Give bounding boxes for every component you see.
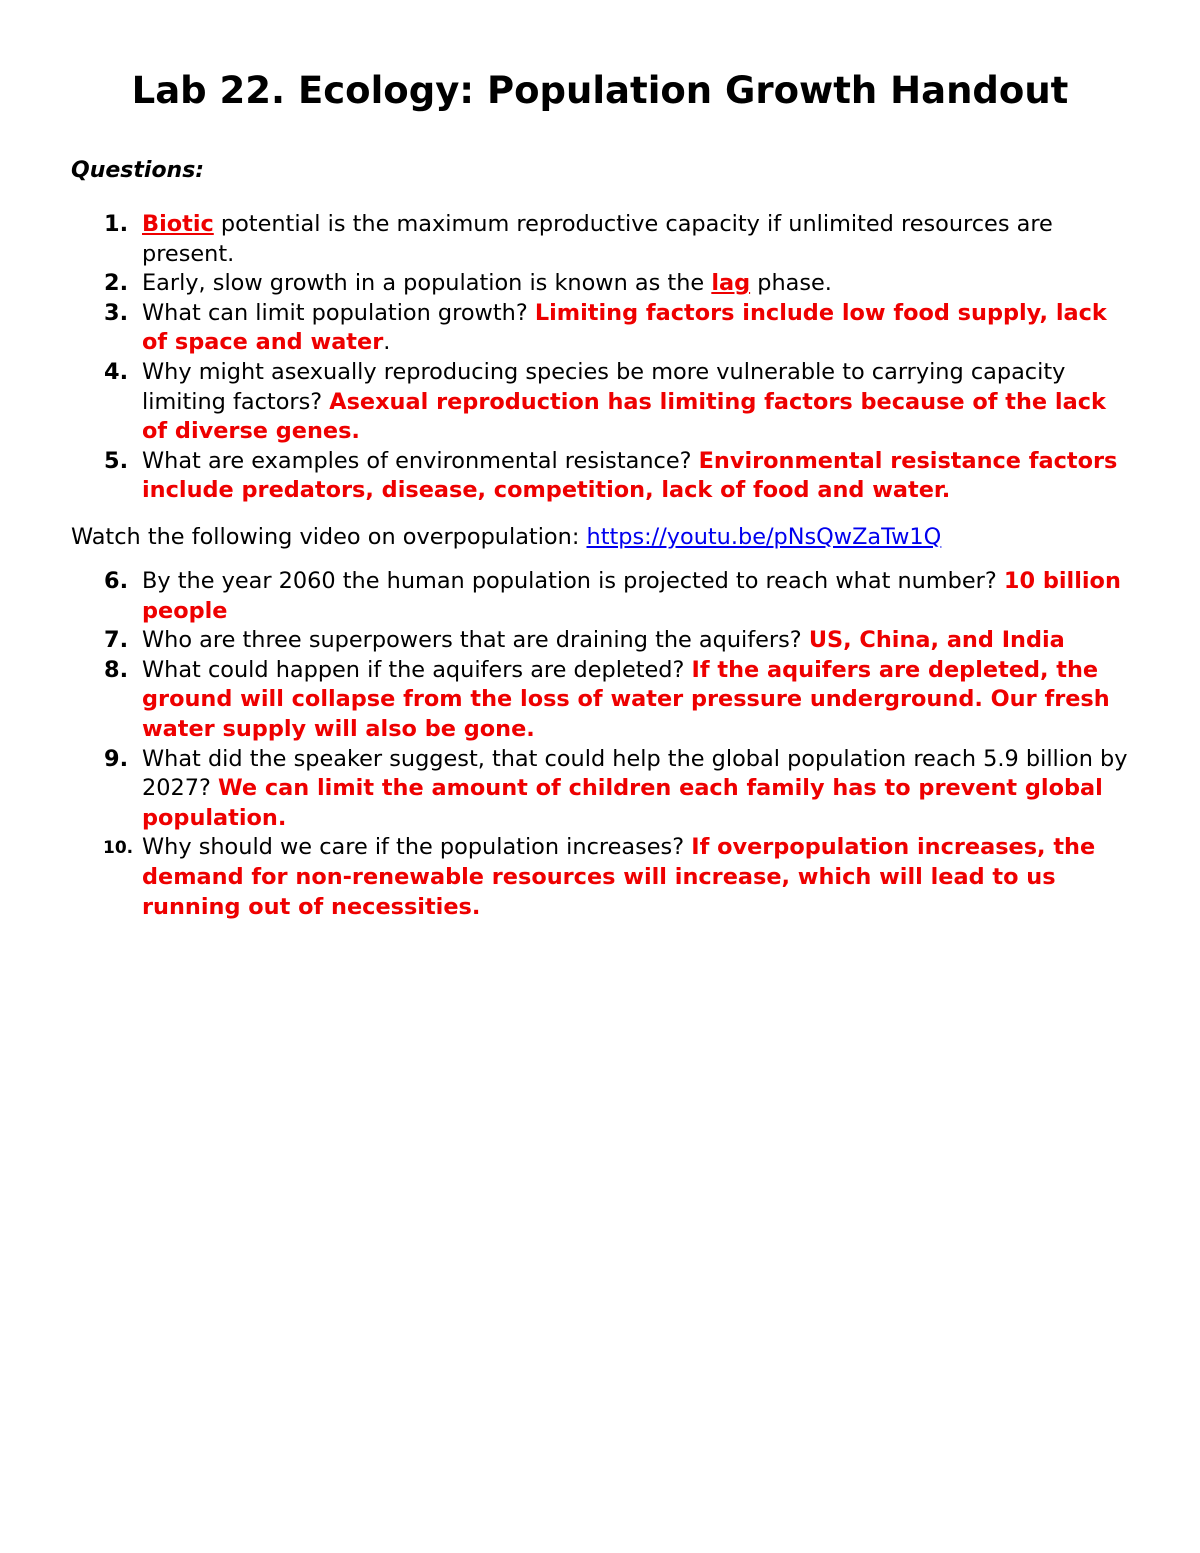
question-8 <box>0 656 1200 745</box>
video-instruction <box>71 522 941 552</box>
question-number: 2. <box>104 270 129 297</box>
question-text: Why should we care if the population increases? <box>142 834 692 861</box>
question-text-end: phase. <box>750 270 832 297</box>
question-text: By the year 2060 the human population is projected to reach what number? <box>142 568 1004 594</box>
question-number: 1. <box>104 211 129 237</box>
question-7 <box>0 626 1200 656</box>
question-number: 7. <box>104 627 129 654</box>
answer-text: We can limit the amount of children each family has to prevent global population. <box>142 775 1103 831</box>
question-number: 9. <box>104 745 129 772</box>
question-text: What did the speaker suggest, that could help the global population reach 5.9 billion by 2027? <box>142 745 1128 802</box>
question-9 <box>0 745 1200 834</box>
question-number: 6. <box>104 568 129 594</box>
question-text: Early, slow growth in a population is known as the <box>142 270 712 297</box>
answer-blank: Biotic <box>142 211 214 237</box>
question-number: 5. <box>104 447 129 474</box>
question-text: What can limit population growth? <box>142 299 535 326</box>
question-2 <box>0 269 1200 299</box>
question-3 <box>0 299 1200 358</box>
answer-text: Limiting factors include low food supply, lack of space and water <box>142 299 1107 356</box>
answer-text: US, China, and India <box>808 627 1065 654</box>
document-title: Lab 22. Ecology: Population Growth Handout <box>131 69 1069 112</box>
question-text: What could happen if the aquifers are depleted? <box>142 656 692 683</box>
question-6 <box>0 567 1200 626</box>
question-text: What are examples of environmental resistance? <box>142 447 699 474</box>
video-prompt: Watch the following video on overpopulation: <box>71 524 587 550</box>
answer-text: If overpopulation increases, the demand for non-renewable resources will increase, which will lead to us running out of necessities. <box>142 834 1096 920</box>
answer-blank: lag <box>711 270 751 297</box>
question-number: 3. <box>104 299 129 326</box>
answer-trailing: . <box>383 329 391 356</box>
video-link[interactable]: https://youtu.be/pNsQwZaTw1Q <box>586 524 942 550</box>
question-5 <box>0 447 1200 506</box>
question-text: Who are three superpowers that are draining the aquifers? <box>142 627 809 654</box>
question-number: 8. <box>104 656 129 683</box>
question-number: 4. <box>104 358 129 385</box>
question-10 <box>0 833 1200 922</box>
answer-text: If the aquifers are depleted, the ground will collapse from the loss of water pressure underground. Our fresh water supply will also be gone. <box>142 656 1110 742</box>
answer-text: 10 billion people <box>142 568 1121 624</box>
question-text: Why might asexually reproducing species be more vulnerable to carrying capacity limiting factors? <box>142 358 1066 415</box>
question-1 <box>0 210 1200 269</box>
question-text: potential is the maximum reproductive capacity if unlimited resources are present. <box>142 211 1053 267</box>
questions-list-part2 <box>0 567 1200 922</box>
questions-list-part1 <box>0 210 1200 506</box>
question-4 <box>0 358 1200 447</box>
questions-heading: Questions: <box>71 158 205 183</box>
question-number: 10. <box>103 838 134 859</box>
answer-text: Environmental resistance factors include predators, disease, competition, lack of food and water. <box>142 447 1118 504</box>
answer-text: Asexual reproduction has limiting factors because of the lack of diverse genes. <box>142 388 1106 445</box>
